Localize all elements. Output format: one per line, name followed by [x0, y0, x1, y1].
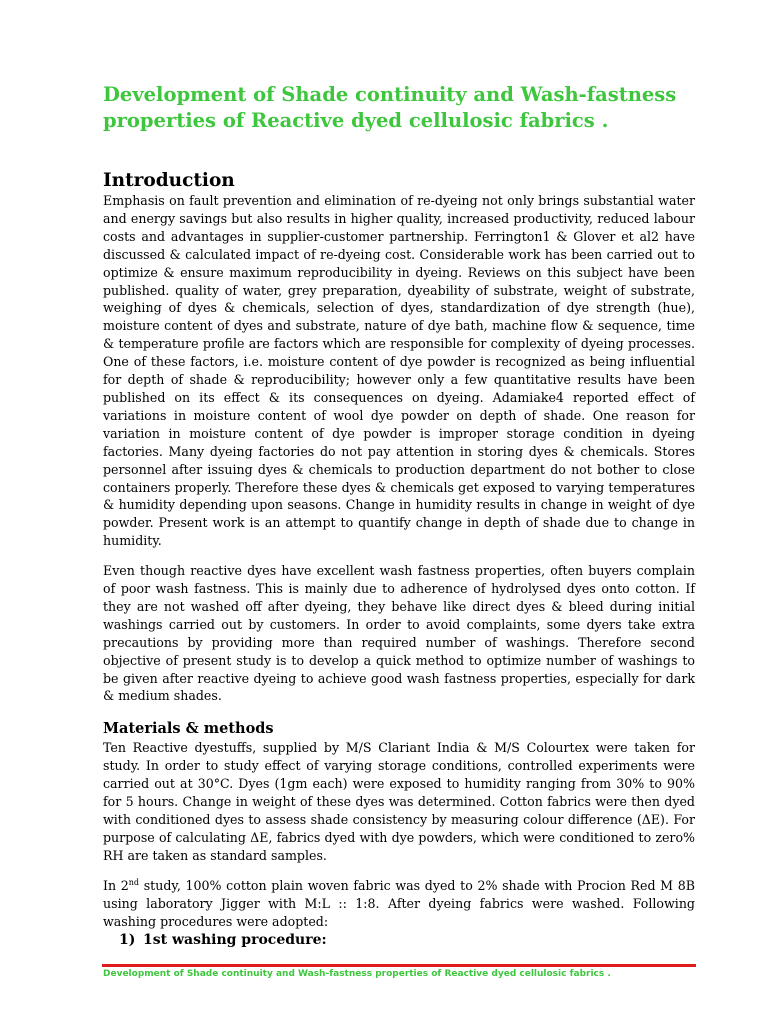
methods-p2-superscript: nd [128, 877, 140, 887]
document-title: Development of Shade continuity and Wash-fastness properties of Reactive dyed cellulosic fabrics . [103, 83, 677, 132]
methods-heading: Materials & methods [103, 720, 274, 738]
list-item [119, 930, 695, 950]
footer-rule [102, 964, 696, 967]
introduction-heading: Introduction [103, 170, 235, 191]
list-item-number: 1) [119, 932, 136, 949]
methods-paragraph-2 [103, 877, 695, 931]
list-item-label: 1st washing procedure: [143, 932, 327, 949]
methods-p2-rest: study, 100% cotton plain woven fabric was dyed to 2% shade with Procion Red M 8B using laboratory Jigger with M:L :: 1:8. After dyeing fabrics were washed. Following washing procedures were adopted: [103, 877, 695, 929]
introduction-paragraph-2: Even though reactive dyes have excellent wash fastness properties, often buyers complain of poor wash fastness. This is mainly due to adherence of hydrolysed dyes onto cotton. If they are not washed off after dyeing, they behave like direct dyes & bleed during initial washings carried out by customers. In order to avoid complaints, some dyers take extra precautions by providing more than required number of washings. Therefore second objective of present study is to develop a quick method to optimize number of washings to be given after reactive dyeing to achieve good wash fastness properties, especially for dark & medium shades. [103, 563, 695, 704]
page-footer: Development of Shade continuity and Wash-fastness properties of Reactive dyed cellulosic fabrics . [103, 969, 611, 979]
methods-paragraph-1: Ten Reactive dyestuffs, supplied by M/S Clariant India & M/S Colourtex were taken for study. In order to study effect of varying storage conditions, controlled experiments were carried out at 30°C. Dyes (1gm each) were exposed to humidity ranging from 30% to 90% for 5 hours. Change in weight of these dyes was determined. Cotton fabrics were then dyed with conditioned dyes to assess shade consistency by measuring colour difference (ΔE). For purpose of calculating ΔE, fabrics dyed with dye powders, which were conditioned to zero% RH are taken as standard samples. [103, 740, 695, 863]
methods-p2-prefix: In 2 [103, 877, 129, 893]
introduction-paragraph-1: Emphasis on fault prevention and elimination of re-dyeing not only brings substantial water and energy savings but also results in higher quality, increased productivity, reduced labour costs and advantages in supplier-customer partnership. Ferrington1 & Glover et al2 have discussed & calculated impact of re-dyeing cost. Considerable work has been carried out to optimize & ensure maximum reproducibility in dyeing. Reviews on this subject have been published. quality of water, grey preparation, dyeability of substrate, weight of substrate, weighing of dyes & chemicals, selection of dyes, standardization of dye strength (hue), moisture content of dyes and substrate, nature of dye bath, machine flow & sequence, time & temperature profile are factors which are responsible for complexity of dyeing processes. One of these factors, i.e. moisture content of dye powder is recognized as being influential for depth of shade & reproducibility; however only a few quantitative results have been published on its effect & its consequences on dyeing. Adamiake4 reported effect of variations in moisture content of wool dye powder on depth of shade. One reason for variation in moisture content of dye powder is improper storage condition in dyeing factories. Many dyeing factories do not pay attention in storing dyes & chemicals. Stores personnel after issuing dyes & chemicals to production department do not bother to close containers properly. Therefore these dyes & chemicals get exposed to varying temperatures & humidity depending upon seasons. Change in humidity results in change in weight of dye powder. Present work is an attempt to quantify change in depth of shade due to change in humidity. [103, 193, 695, 549]
page-content [103, 82, 695, 950]
